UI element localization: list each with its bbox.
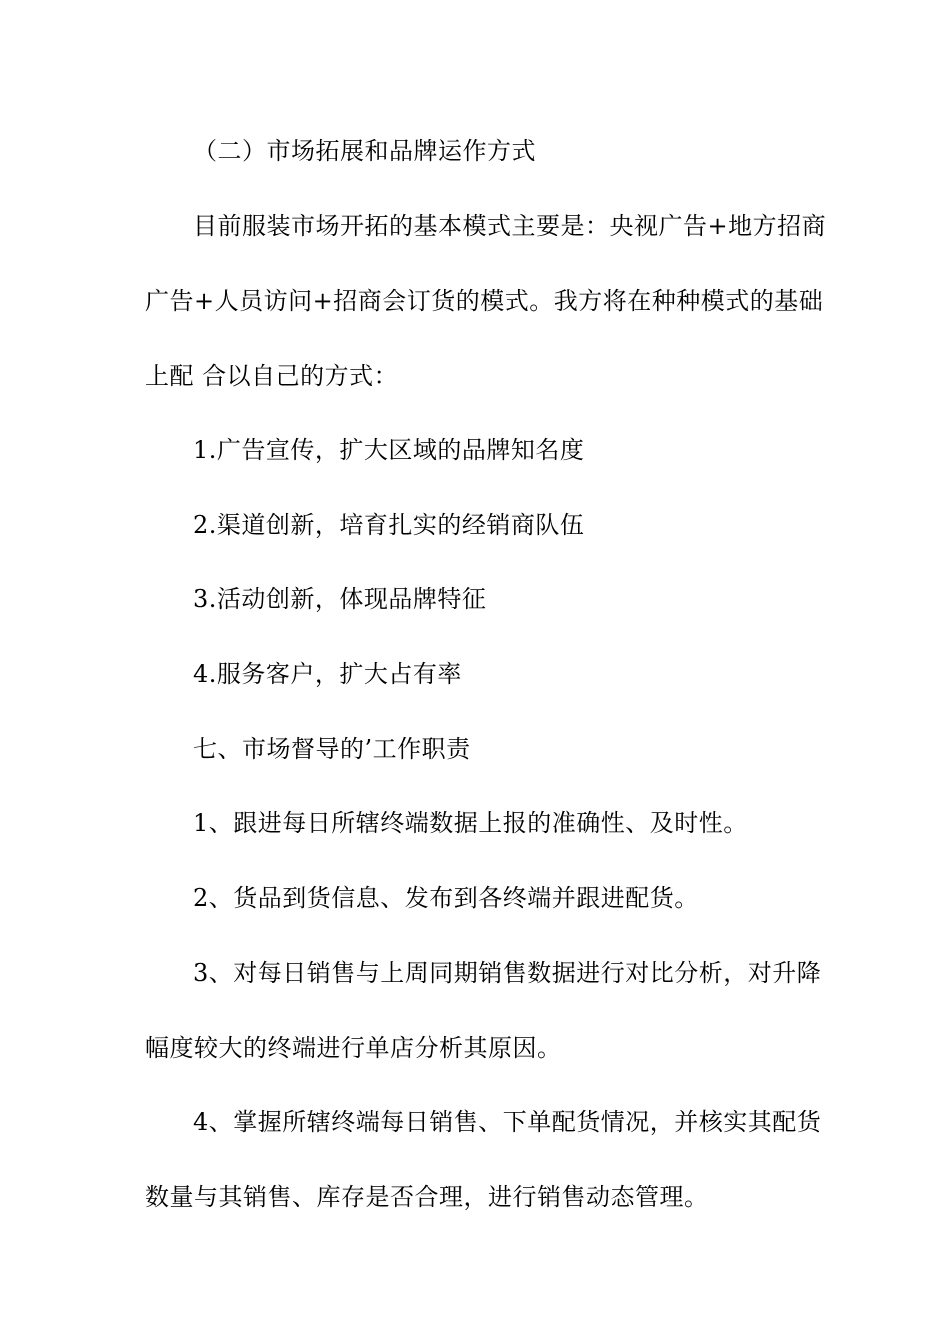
paragraph-line: 目前服装市场开拓的基本模式主要是：央视广告+地方招商	[193, 212, 827, 240]
duty-item-4-continued: 数量与其销售、库存是否合理，进行销售动态管理。	[145, 1183, 709, 1211]
list-item-4: 4.服务客户，扩大占有率	[193, 660, 462, 688]
duty-item-1: 1、跟进每日所辖终端数据上报的准确性、及时性。	[193, 809, 748, 837]
paragraph-line: 上配 合以自己的方式：	[145, 362, 399, 390]
duty-item-4: 4、掌握所辖终端每日销售、下单配货情况，并核实其配货	[193, 1108, 822, 1136]
paragraph-line: 广告+人员访问+招商会订货的模式。我方将在种种模式的基础	[145, 287, 824, 315]
list-item-1: 1.广告宣传，扩大区域的品牌知名度	[193, 436, 585, 464]
list-item-3: 3.活动创新，体现品牌特征	[193, 585, 487, 613]
duty-item-3-continued: 幅度较大的终端进行单店分析其原因。	[145, 1034, 562, 1062]
section-heading-duties: 七、市场督导的’工作职责	[193, 735, 471, 763]
section-heading-market-expansion: （二）市场拓展和品牌运作方式	[193, 137, 536, 165]
list-item-2: 2.渠道创新，培育扎实的经销商队伍	[193, 511, 585, 539]
duty-item-3: 3、对每日销售与上周同期销售数据进行对比分析，对升降	[193, 959, 822, 987]
duty-item-2: 2、货品到货信息、发布到各终端并跟进配货。	[193, 884, 699, 912]
